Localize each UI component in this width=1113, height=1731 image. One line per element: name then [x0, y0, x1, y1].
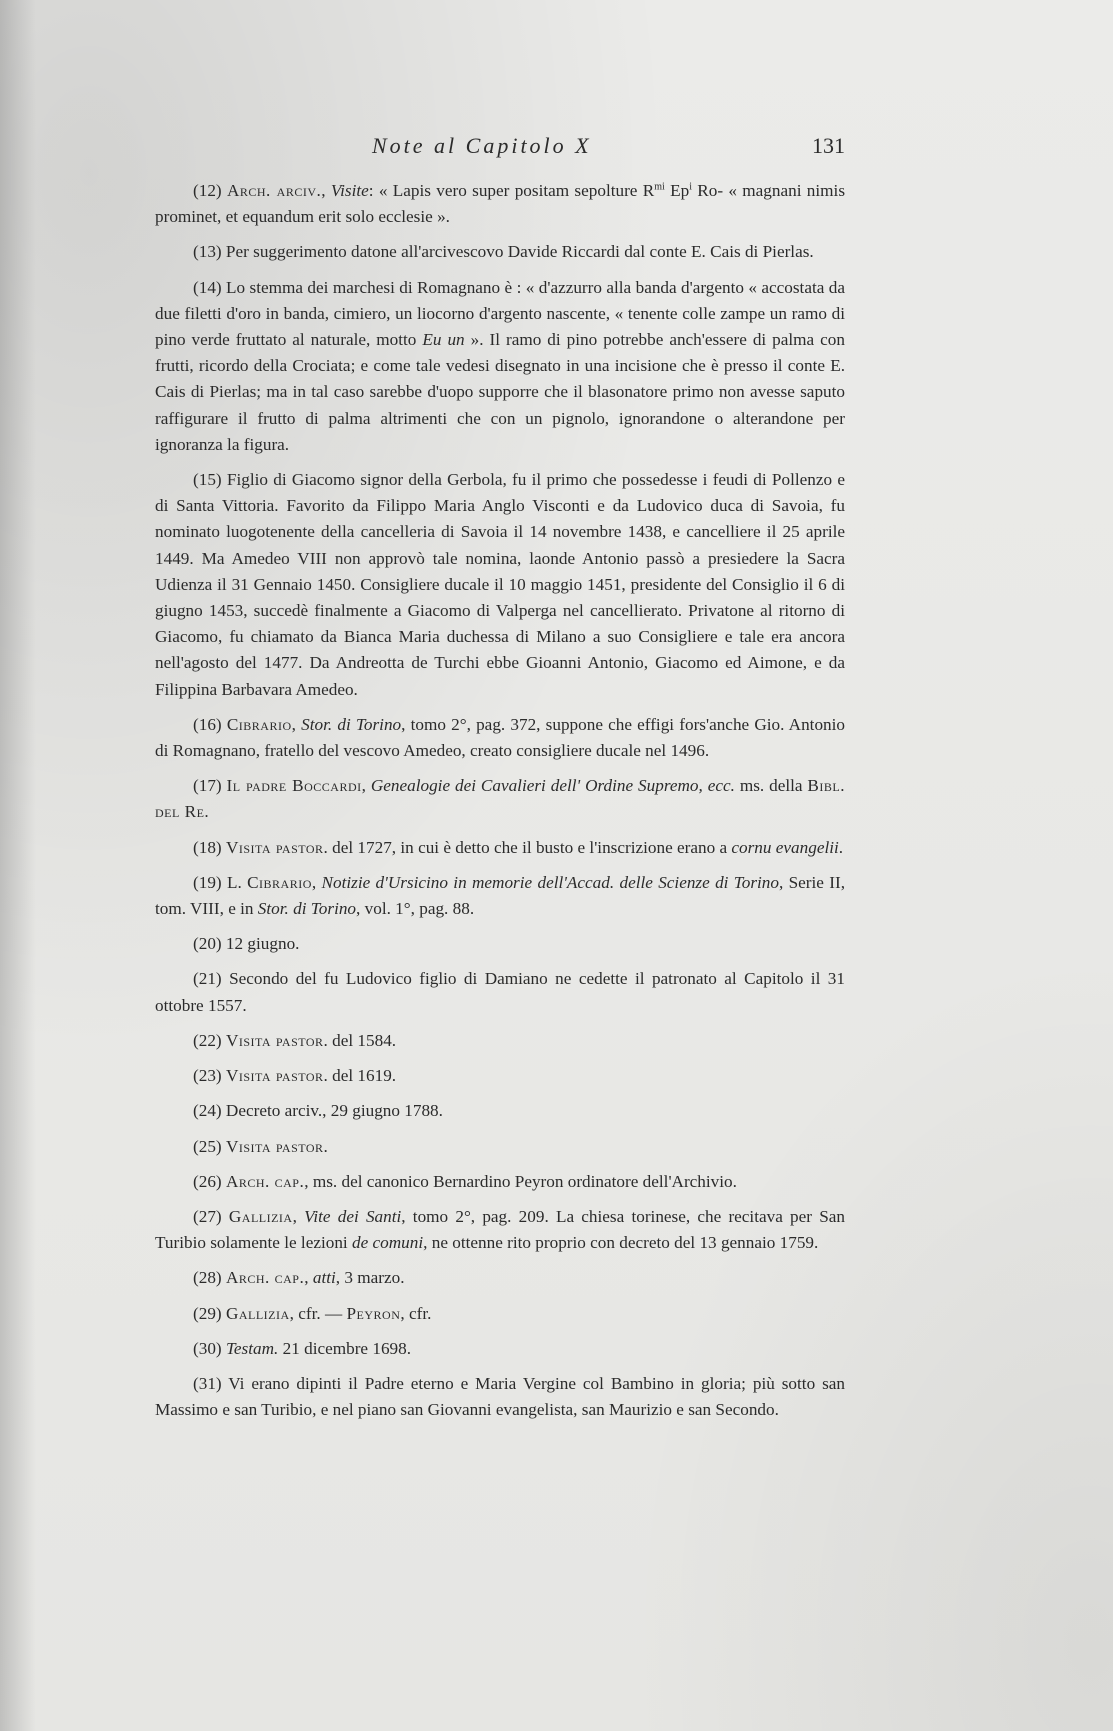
footnote-27	[155, 1204, 845, 1256]
footnote-text: (16)	[193, 714, 227, 734]
footnote-text: Genealogie dei Cavalieri dell' Ordine Supremo, ecc.	[370, 776, 735, 796]
footnote-text: Peyron	[346, 1303, 401, 1323]
footnote-text: Testam.	[225, 1338, 279, 1358]
footnote-text: Visita pastor	[225, 1066, 324, 1086]
footnote-text: Stor. di Torino	[257, 899, 357, 919]
footnote-21	[155, 966, 845, 1018]
footnote-text: (29)	[193, 1303, 226, 1323]
footnote-text: , cfr.	[400, 1303, 432, 1323]
footnote-text: Visita pastor	[225, 1030, 324, 1050]
footnote-text: , Serie II, tom. VIII, e in	[155, 872, 846, 919]
footnote-text: Notizie d'Ursicino in memorie dell'Accad. delle Scienze di Torino	[321, 872, 779, 892]
page-header	[155, 133, 845, 161]
footnote-text: (20) 12 giugno.	[193, 934, 300, 954]
footnote-text: ,	[321, 181, 331, 200]
footnote-24	[155, 1098, 845, 1124]
footnote-text: , ms. del canonico Bernardino Peyron ordinatore dell'Archivio.	[304, 1171, 737, 1191]
footnote-text: Gallizia	[228, 1206, 293, 1226]
footnote-text: , cfr. —	[289, 1303, 347, 1323]
footnote-text: (14) Lo stemma dei marchesi di Romagnano è : « d'azzurro alla banda d'argento « accostata da due filetti d'oro in banda, cimiero, un liocorno d'argento nascente, « tenente colle zampe un ramo di pino verde fruttato al naturale, motto	[155, 277, 845, 350]
footnote-text: cornu evangelii	[731, 837, 839, 857]
footnote-text: Cibrario	[226, 714, 292, 734]
footnote-text: , tomo 2°, pag. 372, suppone che effigi fors'anche Gio. Antonio di Romagnano, fratello del vescovo Amedeo, creato consigliere ducale nel 1496.	[155, 714, 846, 761]
footnote-text: (13) Per suggerimento datone all'arcivescovo Davide Riccardi dal conte E. Cais di Pierlas.	[193, 242, 814, 262]
footnote-text: Visita pastor	[225, 1136, 324, 1156]
footnote-text: ». Il ramo di pino potrebbe anch'essere di palma con frutti, ricordo della Crociata; e come tale vedesi disegnato in una incisione che è presso il conte E. Cais di Pierlas; ma in tal caso sarebbe d'uopo supporre che il blasonatore primo non avesse saputo raffigurare il frutto di palma altrimenti che con un pignolo, ignorandone o alterandone per ignoranza la figura.	[155, 330, 845, 454]
footnote-text: ms. della	[734, 776, 808, 796]
footnote-text: Arch. cap.	[225, 1268, 305, 1288]
footnote-text: (31) Vi erano dipinti il Padre eterno e Maria Vergine col Bambino in gloria; più sotto san Massimo e san Turibio, e nel piano san Giovanni evangelista, san Maurizio e san Secondo.	[155, 1373, 845, 1420]
footnote-text: Il padre Boccardi	[226, 776, 362, 796]
footnote-text: . del 1727, in cui è detto che il busto e l'inscrizione erano a	[323, 837, 732, 857]
footnote-text: (26)	[193, 1171, 226, 1191]
footnote-text: ,	[304, 1268, 313, 1288]
footnote-text: (23)	[193, 1066, 226, 1086]
footnote-text: Visite	[330, 181, 369, 200]
footnote-text: mi	[654, 181, 665, 193]
footnote-text: Arch. arciv.	[226, 181, 322, 200]
footnote-text: .	[204, 802, 209, 822]
footnote-text: de comuni	[352, 1233, 424, 1253]
footnote-text: Ep	[664, 181, 690, 200]
footnote-14	[155, 275, 845, 458]
footnote-text: (12)	[193, 181, 227, 200]
footnote-22	[155, 1028, 845, 1054]
footnote-28	[155, 1265, 845, 1291]
footnotes-list	[155, 178, 845, 1432]
footnote-text: atti	[312, 1268, 336, 1288]
footnote-12	[155, 178, 845, 230]
footnote-text: Visita pastor	[225, 837, 324, 857]
footnote-text: (24) Decreto arciv., 29 giugno 1788.	[193, 1101, 443, 1121]
footnote-26	[155, 1169, 845, 1195]
footnote-text: (18)	[193, 837, 226, 857]
footnote-text: (27)	[193, 1206, 229, 1226]
footnote-text: Vite dei Santi	[304, 1206, 402, 1226]
footnote-30	[155, 1336, 845, 1362]
footnote-text: ,	[311, 872, 322, 892]
footnote-text: Stor. di Torino	[301, 714, 402, 734]
footnote-text: Bibl. del Re	[155, 776, 846, 822]
footnote-text: (21) Secondo del fu Ludovico figlio di Damiano ne cedette il patronato al Capitolo il 31 ottobre 1557.	[155, 969, 845, 1015]
footnote-text: i	[689, 181, 692, 193]
footnote-text: ,	[291, 714, 302, 734]
footnote-23	[155, 1063, 845, 1089]
footnote-text: . del 1584.	[323, 1030, 397, 1050]
footnote-text: (17)	[193, 776, 227, 796]
footnote-20	[155, 931, 845, 957]
footnote-text: Eu un	[422, 330, 465, 350]
footnote-text: (25)	[193, 1136, 226, 1156]
footnote-17	[155, 773, 845, 825]
footnote-text: (30)	[193, 1338, 226, 1358]
footnote-text: 21 dicembre 1698.	[278, 1338, 412, 1358]
footnote-text: Gallizia	[225, 1303, 290, 1323]
footnote-text: (15) Figlio di Giacomo signor della Gerbola, fu il primo che possedesse i feudi di Pollenzo e di Santa Vittoria. Favorito da Filippo Maria Anglo Visconti e da Ludovico duca di Savoia, fu nominato luogotenente della cancelleria di Savoia il 14 novembre 1438, e cancelliere il 25 aprile 1449. Ma Amedeo VIII non approvò tale nomina, laonde Antonio passò a presiedere la Sacra Udienza il 31 Gennaio 1450. Consigliere ducale il 10 maggio 1451, presidente del Consiglio il 6 di giugno 1453, succedè finalmente a Giacomo di Valperga nel cancellierato. Privatone al ritorno di Giacomo, fu chiamato da Bianca Maria duchessa di Milano a suo Consigliere e tale era ancora nell'agosto del 1477. Da Andreotta de Turchi ebbe Gioanni Antonio, Giacomo ed Aimone, e da Filippina Barbavara Amedeo.	[155, 470, 845, 699]
page-number: 131	[812, 133, 845, 158]
footnote-29	[155, 1301, 845, 1327]
footnote-text: Cibrario	[247, 872, 312, 892]
footnote-text: Arch. cap.	[225, 1171, 305, 1191]
footnote-15	[155, 467, 845, 703]
page-edge-shadow	[0, 0, 36, 1731]
footnote-text: .	[838, 837, 844, 857]
running-title: Note al Capitolo X	[372, 133, 592, 158]
footnote-19	[155, 870, 845, 922]
footnote-text: : « Lapis vero super positam sepolture R	[368, 181, 655, 200]
footnote-text: ,	[361, 776, 371, 796]
footnote-text: Ro- « magnani nimis prominet, et equandum erit solo ecclesie ».	[155, 181, 846, 227]
footnote-text: (22)	[193, 1030, 226, 1050]
footnote-text: (19) L.	[193, 872, 248, 892]
footnote-text: ,	[292, 1206, 305, 1226]
footnote-25	[155, 1134, 845, 1160]
footnote-text: , vol. 1°, pag. 88.	[356, 899, 475, 919]
footnote-13	[155, 239, 845, 265]
footnote-text: , tomo 2°, pag. 209. La chiesa torinese, che recitava per San Turibio solamente le lezioni	[155, 1206, 845, 1253]
footnote-16	[155, 712, 845, 764]
footnote-text: , 3 marzo.	[335, 1268, 405, 1288]
footnote-text: (28)	[193, 1268, 226, 1288]
footnote-31	[155, 1371, 845, 1423]
footnote-text: , ne ottenne rito proprio con decreto del 13 gennaio 1759.	[423, 1233, 819, 1253]
footnote-text: . del 1619.	[323, 1066, 397, 1086]
footnote-text: .	[323, 1136, 328, 1156]
footnote-18	[155, 835, 845, 861]
